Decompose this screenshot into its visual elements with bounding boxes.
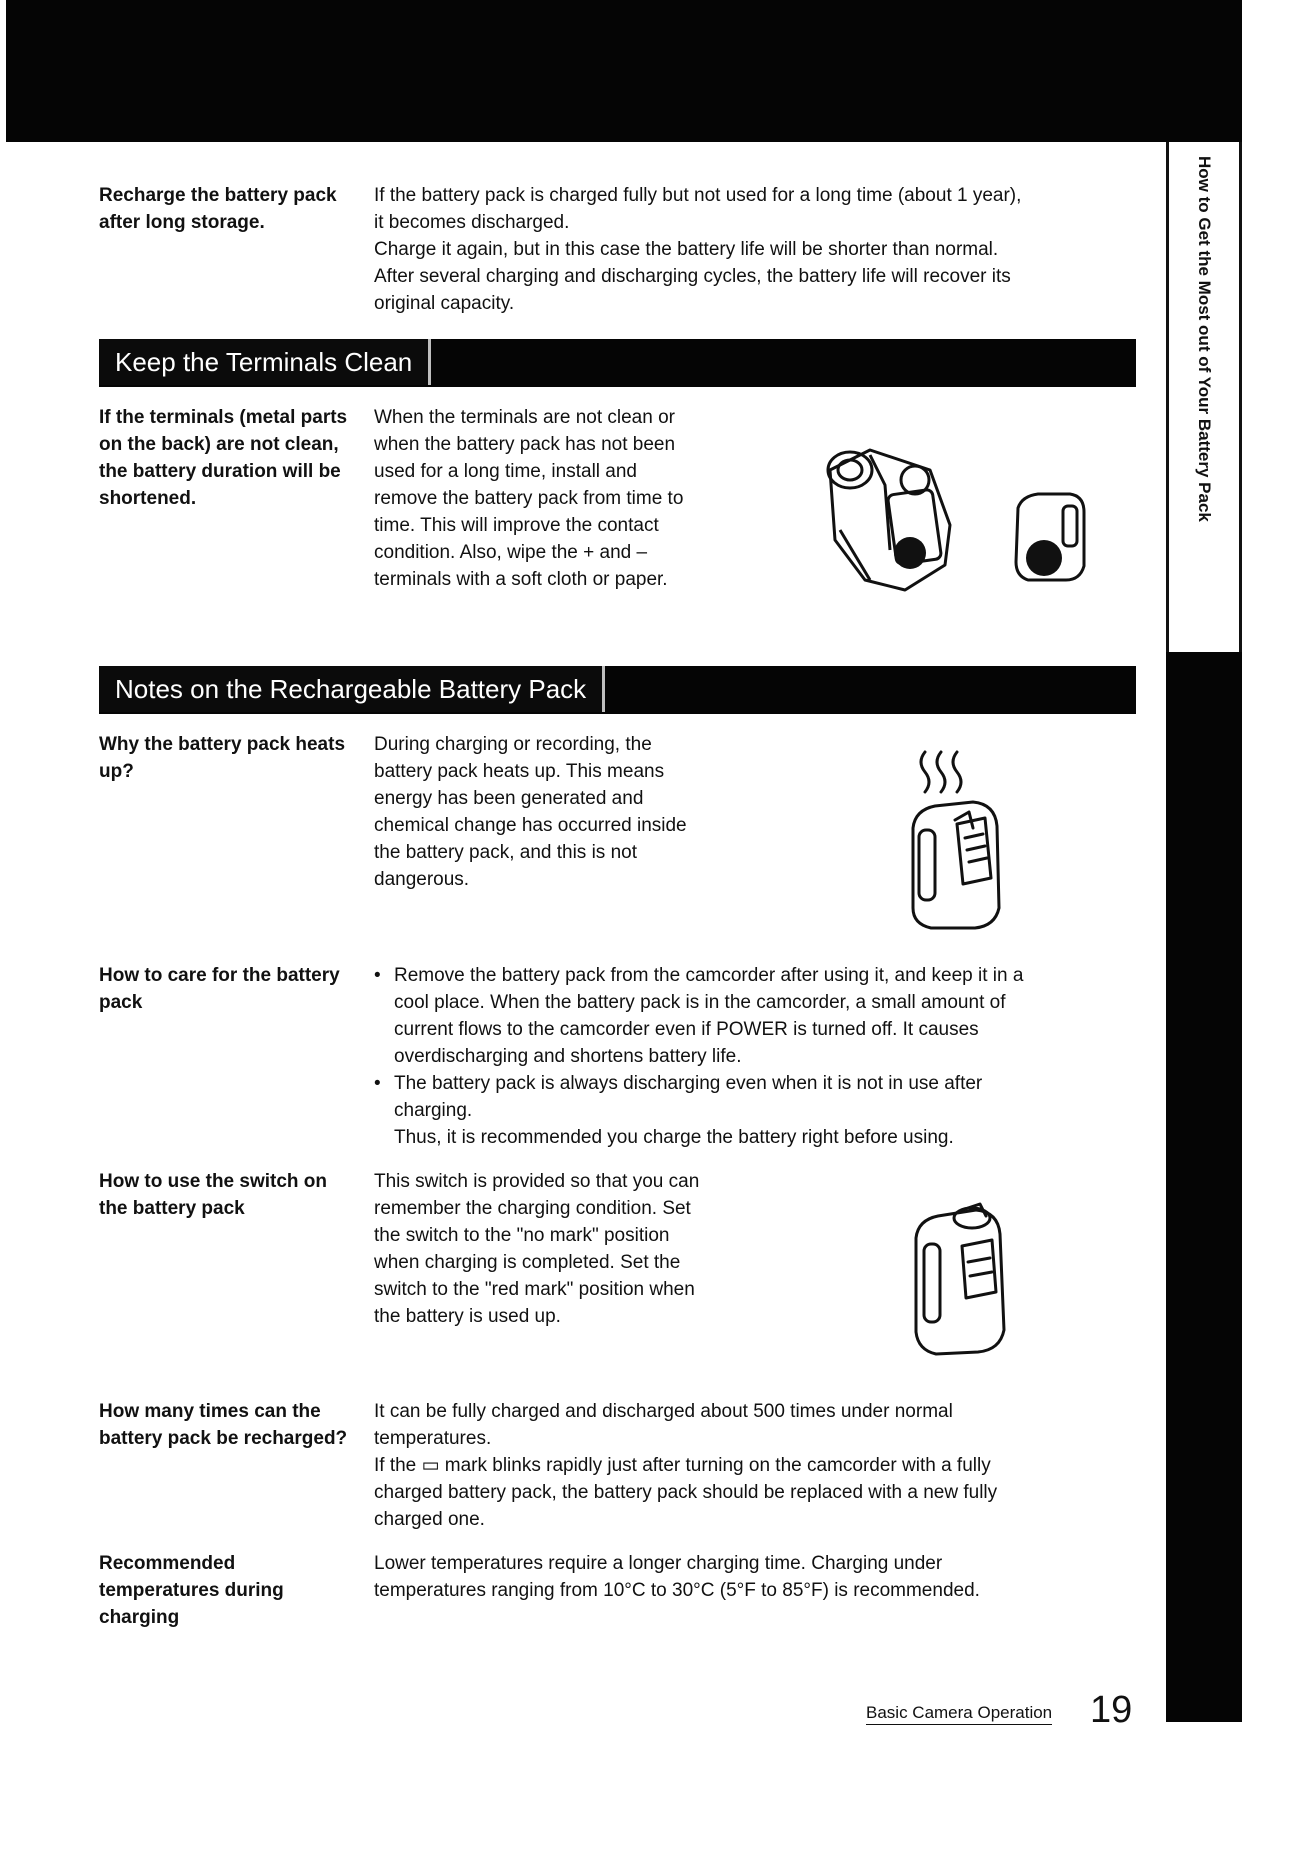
switch-line: remember the charging condition. Set — [374, 1198, 691, 1219]
times-line: If the ▭ mark blinks rapidly just after turning on the camcorder with a fully — [374, 1455, 991, 1476]
camcorder-icon — [810, 430, 980, 600]
side-tab-top — [1166, 0, 1242, 142]
side-tab-label: How to Get the Most out of Your Battery Pack — [1195, 156, 1214, 522]
heats-line: energy has been generated and — [374, 788, 644, 809]
recharge-line: If the battery pack is charged fully but not used for a long time (about 1 year), — [374, 185, 1022, 206]
switch-line: switch to the "red mark" position when — [374, 1279, 695, 1300]
times-line: It can be fully charged and discharged about 500 times under normal — [374, 1401, 953, 1422]
times-line: charged one. — [374, 1509, 485, 1530]
switch-line: This switch is provided so that you can — [374, 1171, 700, 1192]
terminals-line: terminals with a soft cloth or paper. — [374, 569, 668, 590]
times-line: charged battery pack, the battery pack should be replaced with a new fully — [374, 1482, 998, 1503]
recharge-text — [374, 182, 1134, 317]
footer-section-name: Basic Camera Operation — [866, 1702, 1052, 1725]
heats-line: chemical change has occurred inside — [374, 815, 687, 836]
care-bullet — [374, 1070, 1134, 1151]
terminals-line: remove the battery pack from time to — [374, 488, 684, 509]
times-label: How many times can the battery pack be recharged? — [99, 1401, 348, 1449]
temps-text — [374, 1550, 1134, 1604]
recharge-line: After several charging and discharging cycles, the battery life will recover its — [374, 266, 1011, 287]
times-text — [374, 1398, 1134, 1533]
section-notes-title: Notes on the Rechargeable Battery Pack — [99, 666, 605, 712]
care-label: How to care for the battery pack — [99, 965, 340, 1013]
switch-line: the battery is used up. — [374, 1306, 561, 1327]
heats-label: Why the battery pack heats up? — [99, 734, 346, 782]
heats-line: dangerous. — [374, 869, 470, 890]
recharge-line: Charge it again, but in this case the battery life will be shorter than normal. — [374, 239, 999, 260]
care-line: • Remove the battery pack from the camcorder after using it, and keep it in a — [394, 965, 1024, 986]
switch-line: the switch to the "no mark" position — [374, 1225, 670, 1246]
recharge-label: Recharge the battery pack after long storage. — [99, 185, 337, 233]
section-terminals-title: Keep the Terminals Clean — [99, 339, 431, 385]
terminals-label: If the terminals (metal parts on the back) are not clean, the battery duration will be shortened. — [99, 407, 348, 509]
switch-text — [374, 1168, 774, 1330]
header-band — [6, 0, 1172, 142]
temps-line: temperatures ranging from 10°C to 30°C (5°F to 85°F) is recommended. — [374, 1580, 980, 1601]
temps-line: Lower temperatures require a longer charging time. Charging under — [374, 1553, 943, 1574]
hot-battery-icon — [895, 748, 1015, 932]
heats-line: During charging or recording, the — [374, 734, 652, 755]
heats-text — [374, 731, 764, 893]
recharge-line: original capacity. — [374, 293, 515, 314]
temps-label: Recommended temperatures during charging — [99, 1553, 284, 1628]
battery-pack-icon — [1008, 488, 1090, 584]
care-line: charging. — [394, 1100, 473, 1121]
page-number: 19 — [1090, 1689, 1133, 1731]
terminals-line: When the terminals are not clean or — [374, 407, 675, 428]
care-line: cool place. When the battery pack is in the camcorder, a small amount of — [394, 992, 1006, 1013]
terminals-line: time. This will improve the contact — [374, 515, 659, 536]
terminals-line: used for a long time, install and — [374, 461, 637, 482]
care-line: Thus, it is recommended you charge the battery right before using. — [394, 1127, 954, 1148]
section-notes — [99, 666, 1136, 714]
side-tab-bottom — [1166, 652, 1242, 1722]
terminals-line: condition. Also, wipe the + and – — [374, 542, 648, 563]
recharge-line: it becomes discharged. — [374, 212, 570, 233]
heats-line: battery pack heats up. This means — [374, 761, 665, 782]
terminals-line: when the battery pack has not been — [374, 434, 676, 455]
care-line: • The battery pack is always discharging even when it is not in use after — [394, 1073, 983, 1094]
care-line: overdischarging and shortens battery life. — [394, 1046, 742, 1067]
terminals-text — [374, 404, 754, 593]
heats-line: the battery pack, and this is not — [374, 842, 637, 863]
care-bullet — [374, 962, 1134, 1070]
section-terminals — [99, 339, 1136, 387]
care-text — [374, 962, 1134, 1151]
times-line: temperatures. — [374, 1428, 492, 1449]
switch-label: How to use the switch on the battery pack — [99, 1171, 328, 1219]
care-line: current flows to the camcorder even if POWER is turned off. It causes — [394, 1019, 979, 1040]
switch-line: when charging is completed. Set the — [374, 1252, 681, 1273]
battery-switch-icon — [906, 1198, 1016, 1358]
